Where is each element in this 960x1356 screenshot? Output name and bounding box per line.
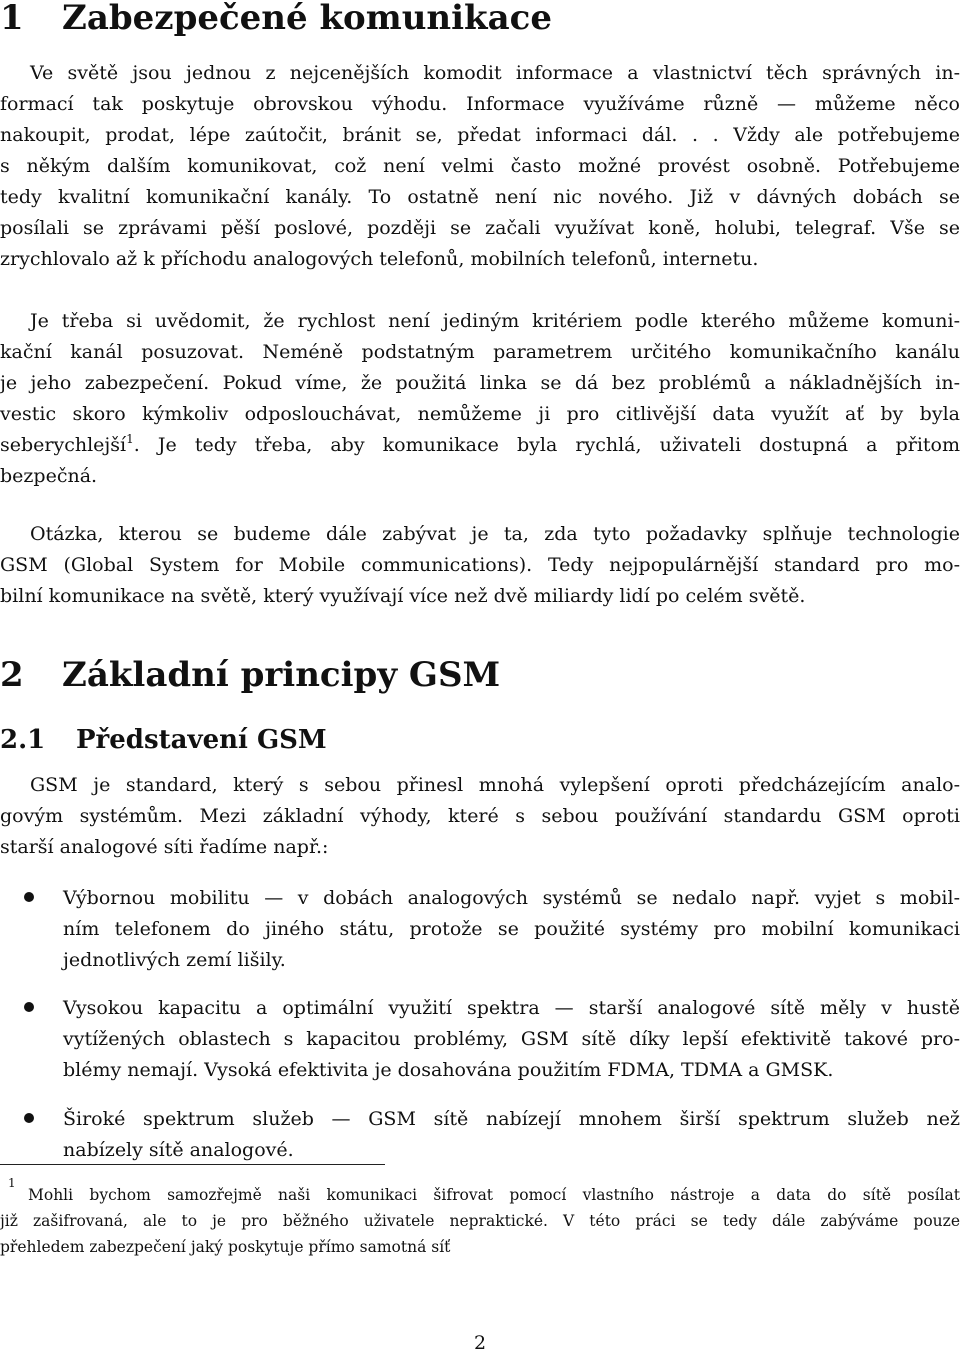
text-line: Vysokou kapacitu a optimální využití spektra — starší analogové sítě měly v hustě xyxy=(63,997,960,1019)
text-line: jednotlivých zemí lišily. xyxy=(63,949,286,971)
paragraph-1 xyxy=(0,58,960,275)
section-number: 1 xyxy=(0,0,24,38)
footnote-reference[interactable]: 1 xyxy=(126,432,134,446)
section-number: 2 xyxy=(0,655,24,695)
paragraph-4 xyxy=(0,770,960,863)
text-line: Široké spektrum služeb — GSM sítě nabízejí mnohem širší spektrum služeb než xyxy=(63,1108,960,1130)
bullet-icon xyxy=(24,892,34,902)
text-line: blémy nemají. Vysoká efektivita je dosahována použitím FDMA, TDMA a GMSK. xyxy=(63,1059,834,1081)
text-line: GSM (Global System for Mobile communications). Tedy nejpopulárnější standard pro mo- xyxy=(0,554,960,576)
section-title: Zabezpečené komunikace xyxy=(62,0,552,38)
text-line: vestic skoro kýmkoliv odposlouchávat, nemůžeme ji pro citlivější data využít ať by byla xyxy=(0,403,960,425)
footnote-line: Mohli bychom samozřejmě naši komunikaci šifrovat pomocí vlastního nástroje a data do sítě posílat xyxy=(28,1186,960,1204)
bullet-icon xyxy=(24,1113,34,1123)
footnote-divider xyxy=(0,1164,385,1165)
list-item-text xyxy=(63,1104,960,1166)
text-line: Je třeba si uvědomit, že rychlost není jediným kritériem podle kterého můžeme komuni- xyxy=(30,310,960,332)
text-line: Ve světě jsou jednou z nejcenějších komodit informace a vlastnictví těch správných in- xyxy=(30,62,960,84)
section-title: Základní principy GSM xyxy=(62,655,501,695)
text-line: posílali se zprávami pěší poslové, později se začali využívat koně, holubi, telegraf. Vše se xyxy=(0,217,960,239)
text-line: govým systémům. Mezi základní výhody, které s sebou používání standardu GSM oproti xyxy=(0,805,960,827)
text-line: seberychlejší$^1$. Je tedy třeba, aby komunikace byla rychlá, uživateli dostupná a přitom xyxy=(0,432,960,456)
subsection-title: Představení GSM xyxy=(76,725,327,755)
section-heading-2 xyxy=(0,655,500,695)
subsection-number: 2.1 xyxy=(0,725,46,755)
text-fragment: seberychlejší xyxy=(0,434,127,456)
text-line: starší analogové síti řadíme např.: xyxy=(0,836,329,858)
text-line: bezpečná. xyxy=(0,465,98,487)
text-line: nakoupit, prodat, lépe zaútočit, bránit se, předat informaci dál. . . Vždy ale potřebujeme xyxy=(0,124,960,146)
footnote-mark: 1 xyxy=(8,1176,16,1190)
text-line: formací tak poskytuje obrovskou výhodu. Informace využíváme různě — můžeme něco xyxy=(0,93,960,115)
text-line: kační kanál posuzovat. Neméně podstatným parametrem určitého komunikačního kanálu xyxy=(0,341,960,363)
text-line: tedy kvalitní komunikační kanály. To ostatně není nic nového. Již v dávných dobách se xyxy=(0,186,960,208)
list-item-text xyxy=(63,883,960,976)
section-heading-1 xyxy=(0,0,552,38)
text-line: nabízely sítě analogové. xyxy=(63,1139,294,1161)
list-item-text xyxy=(63,993,960,1086)
page-number: 2 xyxy=(473,1332,487,1354)
paragraph-3 xyxy=(0,519,960,612)
text-line: Výbornou mobilitu — v dobách analogových systémů se nedalo např. vyjet s mobil- xyxy=(63,887,960,909)
text-line: je jeho zabezpečení. Pokud víme, že použitá linka se dá bez problémů a nákladnějších in- xyxy=(0,372,960,394)
footnote-line: již zašifrovaná, ale to je pro běžného uživatele nepraktické. V této práci se tedy dále zabýváme pouze xyxy=(0,1212,960,1230)
bullet-icon xyxy=(24,1002,34,1012)
text-line: s někým dalším komunikovat, což není velmi často možné provést osobně. Potřebujeme xyxy=(0,155,960,177)
text-line: zrychlovalo až k příchodu analogových telefonů, mobilních telefonů, internetu. xyxy=(0,248,759,270)
paragraph-2 xyxy=(0,306,960,492)
footnote-line: přehledem zabezpečení jaký poskytuje přímo samotná síť xyxy=(0,1238,451,1256)
text-line: ním telefonem do jiného státu, protože se použité systémy pro mobilní komunikaci xyxy=(63,918,960,940)
text-line: bilní komunikace na světě, který využívají více než dvě miliardy lidí po celém světě. xyxy=(0,585,806,607)
footnote xyxy=(0,1176,960,1260)
text-line: vytížených oblastech s kapacitou problémy, GSM sítě díky lepší efektivitě takové pro- xyxy=(63,1028,960,1050)
text-line: GSM je standard, který s sebou přinesl mnohá vylepšení oproti předcházejícím analo- xyxy=(30,774,960,796)
text-line: Otázka, kterou se budeme dále zabývat je ta, zda tyto požadavky splňuje technologie xyxy=(30,523,960,545)
text-fragment: Je tedy třeba, aby komunikace byla rychlá, uživateli dostupná a přitom xyxy=(157,434,960,456)
subsection-heading-2-1 xyxy=(0,724,327,756)
